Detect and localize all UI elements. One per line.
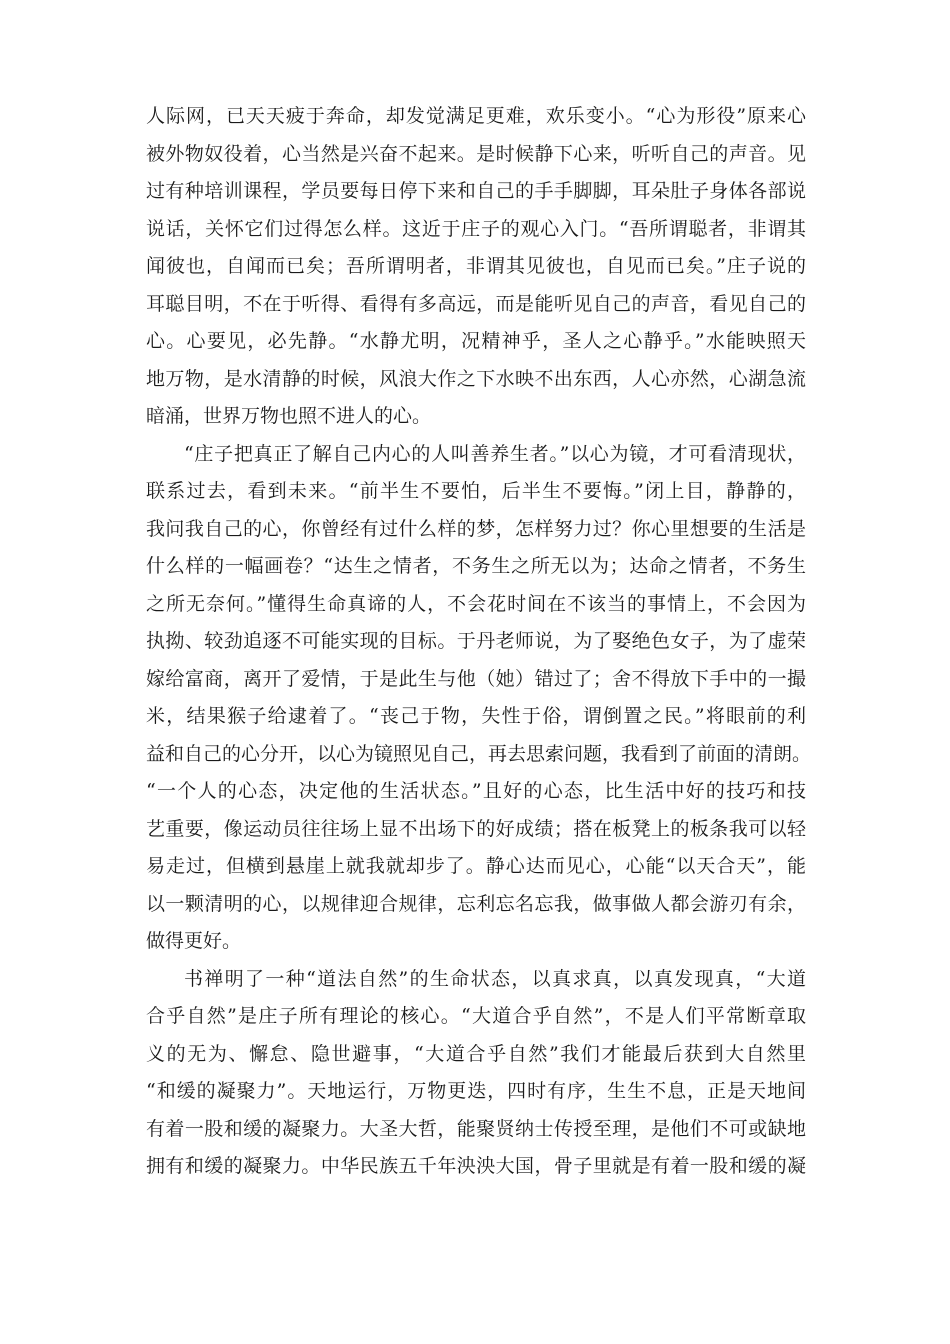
text-line: 过有种培训课程，学员要每日停下来和自己的手手脚脚，耳朵肚子身体各部说: [146, 180, 806, 202]
text-line: 有着一股和缓的凝聚力。大圣大哲，能聚贤纳士传授至理，是他们不可或缺地: [146, 1117, 806, 1140]
text-line: 地万物，是水清静的时候，风浪大作之下水映不出东西，人心亦然，心湖急流: [146, 367, 806, 390]
body-text: [146, 98, 812, 1186]
text-line: 做得更好。: [146, 930, 242, 952]
text-line: 联系过去，看到未来。“前半生不要怕，后半生不要悔。”闭上目，静静的，: [146, 480, 806, 502]
text-line: 拥有和缓的凝聚力。中华民族五千年泱泱大国，骨子里就是有着一股和缓的凝: [146, 1155, 806, 1177]
text-line: 义的无为、懈怠、隐世避事，“大道合乎自然”我们才能最后获到大自然里: [146, 1042, 806, 1065]
paragraph-3: [146, 961, 806, 1186]
paragraph-1: [146, 98, 806, 436]
paragraph-2: [146, 436, 812, 961]
text-line: 之所无奈何。”懂得生命真谛的人，不会花时间在不该当的事情上，不会因为: [146, 592, 806, 615]
text-line: 米，结果猴子给逮着了。“丧己于物，失性于俗，谓倒置之民。”将眼前的利: [146, 705, 806, 727]
text-line: 耳聪目明，不在于听得、看得有多高远，而是能听见自己的声音，看见自己的: [146, 292, 806, 315]
text-line: 合乎自然”是庄子所有理论的核心。“大道合乎自然”，不是人们平常断章取: [146, 1005, 806, 1027]
text-line: 艺重要，像运动员往往场上显不出场下的好成绩；搭在板凳上的板条我可以轻: [146, 817, 806, 840]
text-line: 闻彼也，自闻而已矣；吾所谓明者，非谓其见彼也，自见而已矣。”庄子说的: [146, 255, 806, 277]
text-line: 以一颗清明的心，以规律迎合规律，忘利忘名忘我，做事做人都会游刃有余，: [146, 892, 806, 915]
text-line: 益和自己的心分开，以心为镜照见自己，再去思索问题，我看到了前面的清朗。: [146, 742, 812, 765]
text-line: 暗涌，世界万物也照不进人的心。: [146, 405, 432, 427]
text-line: 书禅明了一种“道法自然”的生命状态，以真求真，以真发现真，“大道: [184, 967, 806, 990]
text-line: 人际网，已天天疲于奔命，却发觉满足更难，欢乐变小。“心为形役”原来心: [146, 105, 806, 127]
text-line: 易走过，但横到悬崖上就我就却步了。静心达而见心，心能“以天合天”，能: [146, 855, 806, 877]
text-line: 我问我自己的心，你曾经有过什么样的梦，怎样努力过？你心里想要的生活是: [146, 517, 806, 540]
text-line: 嫁给富商，离开了爱情，于是此生与他（她）错过了；舍不得放下手中的一撮: [146, 667, 806, 690]
text-line: “一个人的心态，决定他的生活状态。”且好的心态，比生活中好的技巧和技: [146, 780, 806, 802]
text-line: 说话，关怀它们过得怎么样。这近于庄子的观心入门。“吾所谓聪者，非谓其: [146, 217, 806, 240]
text-line: 执拗、较劲追逐不可能实现的目标。于丹老师说，为了娶绝色女子，为了虚荣: [146, 630, 806, 652]
text-line: “庄子把真正了解自己内心的人叫善养生者。”以心为镜，才可看清现状，: [184, 442, 806, 465]
text-line: 心。心要见，必先静。“水静尤明，况精神乎，圣人之心静乎。”水能映照天: [146, 330, 806, 352]
text-line: 被外物奴役着，心当然是兴奋不起来。是时候静下心来，听听自己的声音。见: [146, 142, 806, 165]
text-line: 什么样的一幅画卷？“达生之情者，不务生之所无以为；达命之情者，不务生: [146, 555, 806, 577]
text-line: “和缓的凝聚力”。天地运行，万物更迭，四时有序，生生不息，正是天地间: [146, 1080, 806, 1102]
